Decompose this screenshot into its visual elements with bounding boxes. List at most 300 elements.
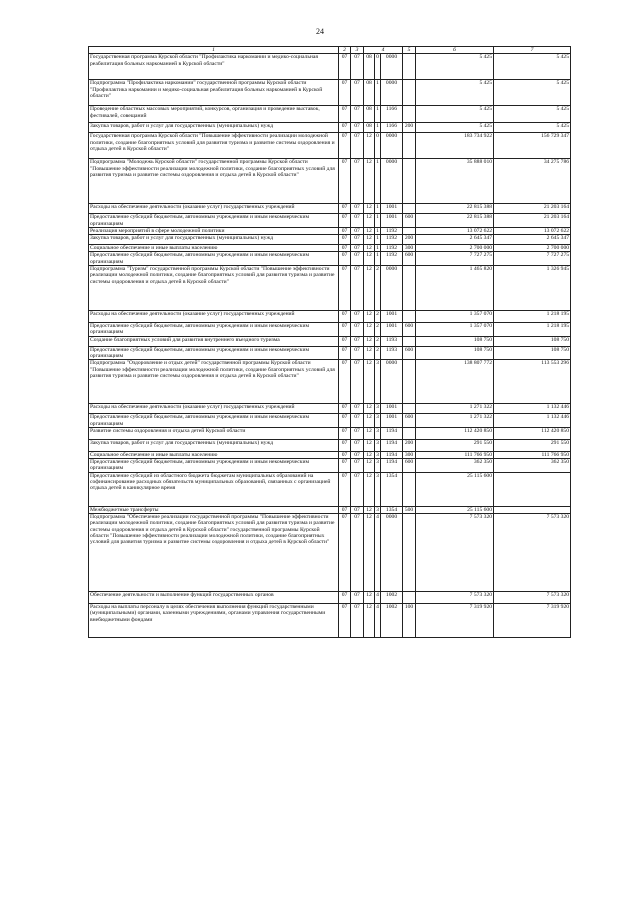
row-subsection: 07 [351, 439, 364, 451]
row-expense-type [403, 227, 416, 234]
row-section: 07 [339, 159, 351, 204]
row-subsection: 07 [351, 123, 364, 133]
row-code-program: 12 [364, 227, 375, 234]
page-number: 24 [316, 27, 324, 36]
row-subsection: 07 [351, 54, 364, 80]
row-code-subprogram: 3 [376, 506, 379, 513]
row-sum-year-2: 5 425 [494, 106, 571, 123]
row-subsection: 07 [351, 459, 364, 473]
row-code-program: 12 [364, 252, 375, 266]
row-subsection: 07 [351, 235, 364, 245]
row-code-direction: 0000 [381, 80, 403, 106]
row-code-subprogram: 1 [375, 204, 381, 214]
row-section: 07 [339, 214, 351, 228]
row-sum-year-1: 1 357 070 [416, 323, 494, 337]
row-expense-type [403, 514, 416, 592]
table-row [89, 360, 571, 404]
table-row [89, 414, 571, 428]
row-subsection: 07 [351, 360, 364, 404]
row-subsection: 07 [351, 604, 364, 638]
row-section: 07 [339, 506, 351, 513]
row-sum-year-2: 362 350 [494, 459, 571, 473]
row-section: 07 [339, 427, 351, 439]
row-expense-type: 500 [403, 506, 416, 513]
row-sum-year-1: 25 115 600 [416, 472, 494, 506]
row-sum-year-2 [494, 472, 571, 506]
row-expense-type: 100 [403, 604, 416, 638]
row-code-program: 08 [364, 106, 375, 123]
row-sum-year-1: 5 425 [416, 123, 494, 133]
table-row [89, 514, 571, 592]
row-code-program: 12 [364, 346, 375, 360]
row-sum-year-1: 22 815 388 [416, 214, 494, 228]
table-row [89, 472, 571, 506]
row-code-subprogram: 3 [375, 404, 381, 414]
row-name: Предоставление субсидий бюджетным, автономным учреждениям и иным некоммерческим организациям [89, 459, 339, 473]
row-code-direction: 1192 [381, 252, 403, 266]
row-sum-year-2: 1 218 195 [494, 311, 571, 323]
row-sum-year-1: 183 734 922 [416, 133, 494, 159]
row-sum-year-2: 112 420 850 [494, 427, 571, 439]
row-sum-year-2: 111 766 950 [494, 451, 571, 458]
row-name: Развитие системы оздоровления и отдыха детей Курской области [89, 427, 339, 439]
header-row [89, 47, 571, 54]
row-sum-year-2: 1 132 446 [494, 414, 571, 428]
row-sum-year-1: 25 115 600 [416, 506, 494, 513]
row-sum-year-2: 2 700 000 [494, 245, 571, 252]
row-code-program: 12 [364, 427, 375, 439]
row-section: 07 [339, 336, 351, 346]
row-name: Расходы на обеспечение деятельности (оказание услуг) государственных учреждений [89, 404, 339, 414]
row-code-program: 12 [364, 459, 375, 473]
table-row [89, 227, 571, 234]
row-sum-year-1: 1 357 070 [416, 311, 494, 323]
table-row [89, 252, 571, 266]
row-code-subprogram: 1 [375, 159, 381, 204]
row-expense-type [403, 360, 416, 404]
row-sum-year-2: 1 132 446 [494, 404, 571, 414]
row-name: Создание благоприятных условий для развития внутреннего въездного туризма [89, 336, 339, 346]
row-section: 07 [339, 123, 351, 133]
row-code-subprogram: 4 [375, 604, 381, 638]
row-code-subprogram: 1 [375, 106, 381, 123]
row-sum-year-2: 2 645 347 [494, 235, 571, 245]
row-subsection: 07 [351, 451, 364, 458]
row-code-program: 08 [364, 54, 375, 80]
row-expense-type [403, 80, 416, 106]
row-code-program: 12 [364, 159, 375, 204]
row-code-program: 12 [364, 214, 375, 228]
row-code-direction: 1001 [381, 204, 403, 214]
row-sum-year-1: 5 425 [416, 54, 494, 80]
table-row [89, 245, 571, 252]
row-sum-year-2: 21 203 164 [494, 204, 571, 214]
header-col-6: 6 [416, 47, 494, 54]
row-code-direction: 0000 [381, 266, 403, 311]
row-subsection: 07 [351, 346, 364, 360]
row-code-subprogram: 0 [375, 133, 381, 159]
row-subsection: 07 [351, 404, 364, 414]
row-code-program: 12 [364, 133, 375, 159]
row-code-direction: 0000 [381, 360, 403, 404]
row-code-subprogram: 2 [375, 336, 381, 346]
row-sum-year-1: 1 465 820 [416, 266, 494, 311]
row-sum-year-2: 13 072 622 [494, 227, 571, 234]
table-row [89, 106, 571, 123]
row-code-program: 12 [364, 604, 375, 638]
row-sum-year-2: 113 553 296 [494, 360, 571, 404]
row-sum-year-2: 34 275 786 [494, 159, 571, 204]
row-sum-year-2: 5 425 [494, 80, 571, 106]
row-section: 07 [339, 472, 351, 506]
row-sum-year-1: 7 727 275 [416, 252, 494, 266]
row-code-program: 12 [364, 592, 375, 604]
row-code-program: 12 [364, 360, 375, 404]
row-sum-year-2: 108 750 [494, 336, 571, 346]
row-code-program: 12 [364, 439, 375, 451]
table-row [89, 80, 571, 106]
row-expense-type [403, 204, 416, 214]
row-code-subprogram: 2 [375, 266, 381, 311]
row-subsection: 07 [351, 227, 364, 234]
row-expense-type [403, 336, 416, 346]
row-subsection: 07 [351, 80, 364, 106]
row-section: 07 [339, 106, 351, 123]
table-row [89, 266, 571, 311]
row-code-direction: 0000 [381, 159, 403, 204]
row-section: 07 [339, 439, 351, 451]
row-name: Предоставление субсидий бюджетным, автономным учреждениям и иным некоммерческим организациям [89, 346, 339, 360]
row-subsection: 07 [351, 336, 364, 346]
row-subsection: 07 [351, 506, 364, 513]
header-col-3: 3 [351, 47, 364, 54]
row-name: Предоставление субсидий бюджетным, автономным учреждениям и иным некоммерческим организациям [89, 414, 339, 428]
table-row [89, 427, 571, 439]
row-expense-type: 600 [403, 323, 416, 337]
row-code-subprogram: 1 [375, 80, 381, 106]
row-sum-year-1: 7 573 320 [416, 592, 494, 604]
row-sum-year-1: 108 750 [416, 336, 494, 346]
row-sum-year-2: 7 319 920 [494, 604, 571, 638]
row-expense-type [403, 266, 416, 311]
table-row [89, 459, 571, 473]
row-code-program: 12 [364, 506, 375, 513]
table-row [89, 336, 571, 346]
row-sum-year-2: 5 425 [494, 123, 571, 133]
row-section: 07 [339, 245, 351, 252]
row-subsection: 07 [351, 204, 364, 214]
row-expense-type [403, 472, 416, 506]
row-subsection: 07 [351, 323, 364, 337]
row-code-direction: 0000 [381, 514, 403, 592]
row-code-direction: 1194 [381, 459, 403, 473]
table-row [89, 235, 571, 245]
row-sum-year-2: 7 573 320 [494, 592, 571, 604]
table-row [89, 311, 571, 323]
row-name: Социальное обеспечение и иные выплаты населению [89, 451, 339, 458]
row-sum-year-1: 1 271 322 [416, 404, 494, 414]
row-subsection: 07 [351, 106, 364, 123]
row-code-program: 12 [364, 451, 375, 458]
row-code-subprogram: 4 [375, 514, 381, 592]
row-section: 07 [339, 514, 351, 592]
table-row [89, 346, 571, 360]
row-sum-year-2: 21 203 164 [494, 214, 571, 228]
row-sum-year-1: 1 271 322 [416, 414, 494, 428]
row-name: Государственная программа Курской области "Повышение эффективности реализации молодежной политики, создание благоприятных условий для развития туризма и развитие системы оздоровления и отдыха детей в Курской области" [89, 133, 339, 159]
row-code-subprogram: 3 [375, 439, 381, 451]
row-name: Закупка товаров, работ и услуг для государственных (муниципальных) нужд [89, 439, 339, 451]
table-row [89, 404, 571, 414]
table-row [89, 323, 571, 337]
row-name: Подпрограмма "Оздоровление и отдых детей" государственной программы Курской области "Повышение эффективности реализации молодежной политики, создание благоприятных условий для развития туризма и развитие системы оздоровления и отдыха детей в Курской области" [89, 360, 339, 404]
row-code-subprogram: 3 [375, 360, 381, 404]
row-code-program: 08 [364, 80, 375, 106]
table-row [89, 204, 571, 214]
row-section: 07 [339, 323, 351, 337]
row-code-program: 12 [364, 404, 375, 414]
row-code-direction: 1193 [381, 346, 403, 360]
row-section: 07 [339, 459, 351, 473]
row-code-direction: 1001 [381, 414, 403, 428]
header-col-4: 4 [364, 47, 403, 54]
row-name: Подпрограмма "Туризм" государственной программы Курской области "Повышение эффективности реализации молодежной политики, создание благоприятных условий для развития туризма и развитие системы оздоровления и отдыха детей в Курской области" [89, 266, 339, 311]
row-sum-year-1: 5 425 [416, 106, 494, 123]
row-subsection: 07 [351, 214, 364, 228]
row-code-direction: 1194 [381, 439, 403, 451]
row-section: 07 [339, 592, 351, 604]
row-subsection: 07 [351, 245, 364, 252]
row-expense-type: 200 [403, 439, 416, 451]
row-subsection: 07 [351, 514, 364, 592]
row-sum-year-2: 156 729 347 [494, 133, 571, 159]
row-subsection: 07 [351, 159, 364, 204]
table-row [89, 592, 571, 604]
row-expense-type: 300 [403, 245, 416, 252]
row-subsection: 07 [351, 252, 364, 266]
row-sum-year-2: 1 326 945 [494, 266, 571, 311]
row-sum-year-1: 112 420 850 [416, 427, 494, 439]
table-row [89, 439, 571, 451]
row-code-program: 12 [364, 472, 375, 506]
row-name: Подпрограмма "Молодежь Курской области" государственной программы Курской области "Повышение эффективности реализации молодежной политики, создание благоприятных условий для развития туризма и развитие системы оздоровления и отдыха детей в Курской области" [89, 159, 339, 204]
table-row [89, 159, 571, 204]
row-sum-year-2: 7 727 275 [494, 252, 571, 266]
row-expense-type: 600 [403, 459, 416, 473]
row-name: Обеспечение деятельности и выполнение функций государственных органов [89, 592, 339, 604]
row-code-direction: 1192 [381, 227, 403, 234]
row-subsection: 07 [351, 133, 364, 159]
row-name: Социальное обеспечение и иные выплаты населению [89, 245, 339, 252]
row-code-direction: 1001 [381, 214, 403, 228]
row-section: 07 [339, 235, 351, 245]
row-code-direction: 1194 [381, 427, 403, 439]
row-section: 07 [339, 54, 351, 80]
row-sum-year-1: 138 807 772 [416, 360, 494, 404]
row-name: Закупка товаров, работ и услуг для государственных (муниципальных) нужд [89, 235, 339, 245]
row-section: 07 [339, 227, 351, 234]
row-expense-type: 600 [403, 252, 416, 266]
header-col-2: 2 [339, 47, 351, 54]
row-code-direction: 1002 [381, 604, 403, 638]
row-code-subprogram: 2 [375, 323, 381, 337]
row-expense-type: 300 [403, 451, 416, 458]
table-row [89, 451, 571, 458]
table-row [89, 604, 571, 638]
row-sum-year-1: 2 700 000 [416, 245, 494, 252]
row-sum-year-2: 108 750 [494, 346, 571, 360]
row-sum-year-1: 291 550 [416, 439, 494, 451]
row-code-subprogram: 1 [376, 227, 379, 234]
row-sum-year-1: 35 888 010 [416, 159, 494, 204]
row-name: Предоставление субсидий бюджетным, автономным учреждениям и иным некоммерческим организациям [89, 252, 339, 266]
row-name: Расходы на обеспечение деятельности (оказание услуг) государственных учреждений [89, 204, 339, 214]
row-subsection: 07 [351, 427, 364, 439]
row-code-direction: 1194 [381, 451, 403, 458]
row-code-subprogram: 0 [375, 54, 381, 80]
row-code-subprogram: 2 [375, 346, 381, 360]
row-name: Проведение областных массовых мероприятий, конкурсов, организация и проведение выставок, фестивалей, совещаний [89, 106, 339, 123]
row-sum-year-1: 7 573 320 [416, 514, 494, 592]
row-sum-year-2 [494, 506, 571, 513]
row-code-direction: 1192 [381, 245, 403, 252]
row-code-direction: 1166 [381, 106, 403, 123]
row-sum-year-1: 108 750 [416, 346, 494, 360]
row-sum-year-2: 7 573 320 [494, 514, 571, 592]
row-section: 07 [339, 360, 351, 404]
row-section: 07 [339, 266, 351, 311]
row-code-program: 12 [364, 336, 375, 346]
row-code-subprogram: 3 [375, 427, 381, 439]
row-code-direction: 1001 [381, 323, 403, 337]
row-expense-type [403, 427, 416, 439]
table-row [89, 133, 571, 159]
table-row [89, 214, 571, 228]
row-expense-type [403, 404, 416, 414]
row-code-direction: 1001 [381, 404, 403, 414]
row-code-subprogram: 3 [375, 472, 381, 506]
row-code-direction: 0000 [381, 54, 403, 80]
row-expense-type: 200 [403, 123, 416, 133]
row-section: 07 [339, 604, 351, 638]
row-code-subprogram: 4 [375, 592, 381, 604]
row-code-subprogram: 2 [375, 311, 381, 323]
row-expense-type [403, 133, 416, 159]
row-code-direction: 1192 [381, 235, 403, 245]
row-code-program: 12 [364, 204, 375, 214]
row-code-subprogram: 3 [375, 414, 381, 428]
row-code-subprogram: 1 [375, 214, 381, 228]
budget-table [88, 46, 571, 638]
row-code-program: 12 [364, 266, 375, 311]
row-code-direction: 1354 [381, 506, 403, 513]
row-code-program: 12 [364, 311, 375, 323]
row-name: Расходы на выплаты персоналу в целях обеспечения выполнения функций государственными (муниципальными) органами, казенными учреждениями, органами управления государственными внебюджетными фондами [89, 604, 339, 638]
row-name: Подпрограмма "Обеспечение реализации государственной программы "Повышение эффективности реализации молодежной политики, создание благоприятных условий для развития туризма и развитие системы оздоровления и отдыха детей в Курской области" государственной программы Курской области "Повышение эффективности реализации молодежной политики, создание благоприятных условий для развития туризма и развитие системы оздоровления и отдыха детей в Курской области" [89, 514, 339, 592]
row-code-direction: 1001 [381, 311, 403, 323]
row-section: 07 [339, 414, 351, 428]
row-expense-type [403, 106, 416, 123]
row-code-subprogram: 1 [375, 123, 381, 133]
row-expense-type [403, 54, 416, 80]
row-subsection: 07 [351, 472, 364, 506]
row-code-direction: 1354 [381, 472, 403, 506]
row-section: 07 [339, 346, 351, 360]
row-sum-year-2: 291 550 [494, 439, 571, 451]
row-name: Предоставление субсидий бюджетным, автономным учреждениям и иным некоммерческим организациям [89, 214, 339, 228]
row-name: Подпрограмма "Профилактика наркомании" государственной программы Курской области "Профилактика наркомании и медико-социальная реабилитация больных наркоманией в Курской области" [89, 80, 339, 106]
row-expense-type: 600 [403, 414, 416, 428]
row-code-direction: 1002 [381, 592, 403, 604]
row-code-program: 12 [364, 245, 375, 252]
row-sum-year-1: 7 319 920 [416, 604, 494, 638]
row-section: 07 [339, 204, 351, 214]
row-expense-type [403, 159, 416, 204]
row-subsection: 07 [351, 311, 364, 323]
row-code-subprogram: 3 [376, 451, 379, 458]
table-row [89, 123, 571, 133]
row-section: 07 [339, 133, 351, 159]
row-expense-type: 600 [403, 214, 416, 228]
row-section: 07 [339, 451, 351, 458]
row-name: Предоставление субсидий бюджетным, автономным учреждениям и иным некоммерческим организациям [89, 323, 339, 337]
row-name: Межбюджетные трансферты [89, 506, 339, 513]
row-section: 07 [339, 80, 351, 106]
row-code-subprogram: 1 [375, 252, 381, 266]
header-col-5: 5 [403, 47, 416, 54]
row-code-direction: 0000 [381, 133, 403, 159]
row-sum-year-1: 362 350 [416, 459, 494, 473]
row-section: 07 [339, 252, 351, 266]
row-sum-year-1: 111 766 950 [416, 451, 494, 458]
row-sum-year-2: 5 425 [494, 54, 571, 80]
row-sum-year-1: 22 815 388 [416, 204, 494, 214]
row-code-program: 08 [364, 123, 375, 133]
row-sum-year-2: 1 218 195 [494, 323, 571, 337]
row-name: Реализация мероприятий в сфере молодежной политики [89, 227, 339, 234]
row-code-program: 12 [364, 235, 375, 245]
row-name: Расходы на обеспечение деятельности (оказание услуг) государственных учреждений [89, 311, 339, 323]
table-row [89, 506, 571, 513]
row-code-subprogram: 1 [375, 235, 381, 245]
row-section: 07 [339, 404, 351, 414]
row-expense-type [403, 592, 416, 604]
row-expense-type: 200 [403, 235, 416, 245]
row-sum-year-1: 13 072 622 [416, 227, 494, 234]
row-code-subprogram: 3 [375, 459, 381, 473]
row-code-subprogram: 1 [376, 245, 379, 252]
row-subsection: 07 [351, 592, 364, 604]
row-sum-year-1: 5 425 [416, 80, 494, 106]
row-subsection: 07 [351, 266, 364, 311]
row-sum-year-1: 2 645 347 [416, 235, 494, 245]
header-col-1: 1 [89, 47, 339, 54]
row-name: Закупка товаров, работ и услуг для государственных (муниципальных) нужд [89, 123, 339, 133]
row-name: Государственная программа Курской области "Профилактика наркомании и медико-социальная реабилитация больных наркоманией в Курской области" [89, 54, 339, 80]
row-subsection: 07 [351, 414, 364, 428]
row-code-direction: 1166 [381, 123, 403, 133]
row-name: Предоставление субсидий из областного бюджета бюджетам муниципальных образований на софинансирование расходных обязательств муниципальных образований, связанных с организацией отдыха детей в каникулярное время [89, 472, 339, 506]
row-code-direction: 1193 [381, 336, 403, 346]
row-code-program: 12 [364, 414, 375, 428]
row-section: 07 [339, 311, 351, 323]
row-expense-type: 600 [403, 346, 416, 360]
header-col-7: 7 [494, 47, 571, 54]
row-code-program: 12 [364, 514, 375, 592]
table-row [89, 54, 571, 80]
row-code-program: 12 [364, 323, 375, 337]
row-expense-type [403, 311, 416, 323]
